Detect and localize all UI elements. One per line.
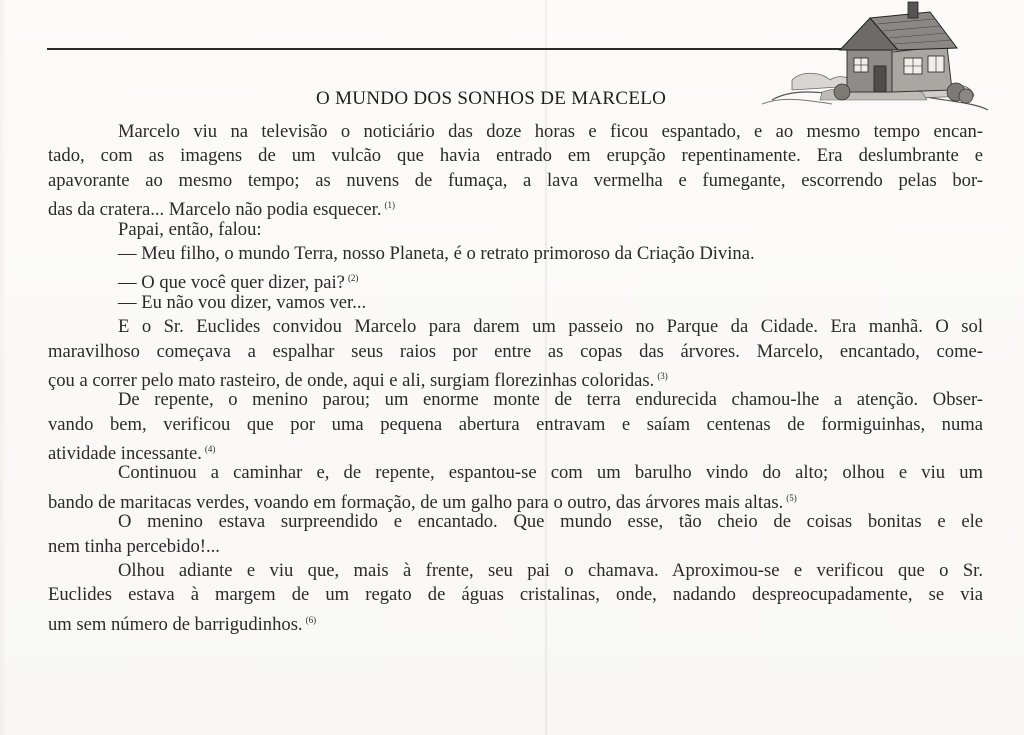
text-line: Papai, então, falou: — [118, 218, 262, 240]
story-body — [48, 120, 983, 635]
footnote-marker: (5) — [786, 492, 797, 503]
text-line: — Eu não vou dizer, vamos ver... — [118, 291, 367, 313]
text-line: um sem número de barrigudinhos. $^{(6)}$ — [48, 613, 317, 635]
text-line: nem tinha percebido!... — [48, 535, 220, 557]
footnote-marker: (4) — [204, 444, 216, 455]
text-line: bando de maritacas verdes, voando em formação, de um galho para o outro, das árvores mais altas. $^{(5)}$ — [48, 491, 797, 513]
text-line: çou a correr pelo mato rasteiro, de onde, aqui e ali, surgiam florezinhas coloridas. $^{(3)}$ — [48, 369, 668, 391]
text-line: maravilhoso começava a espalhar seus raios por entre as copas das árvores. Marcelo, encantado, come- — [48, 340, 983, 362]
footnote-marker: (1) — [384, 200, 395, 211]
text-line: — O que você quer dizer, pai? $^{(2)}$ — [118, 272, 359, 294]
text-line: apavorante ao mesmo tempo; as nuvens de fumaça, a lava vermelha e fumegante, escorrendo pelas bor- — [48, 169, 983, 191]
text-line: Olhou adiante e viu que, mais à frente, seu pai o chamava. Aproximou-se e verificou que o Sr. — [118, 560, 983, 582]
text-line: De repente, o menino parou; um enorme monte de terra endurecida chamou-lhe a atenção. Obser- — [118, 389, 983, 411]
footnote-marker: (3) — [657, 370, 668, 381]
text-line: das da cratera... Marcelo não podia esquecer. $^{(1)}$ — [48, 199, 395, 221]
text-line: Euclides estava à margem de um regato de águas cristalinas, onde, nadando despreocupadamente, se via — [48, 584, 983, 606]
text-line: tado, com as imagens de um vulcão que havia entrado em erupção repentinamente. Era deslumbrante e — [48, 145, 983, 167]
text-line: E o Sr. Euclides convidou Marcelo para darem um passeio no Parque da Cidade. Era manhã. O sol — [118, 316, 983, 338]
footnote-marker: (6) — [305, 614, 317, 625]
text-line: vando bem, verificou que por uma pequena abertura entravam e saíam centenas de formiguinhas, numa — [48, 413, 983, 435]
text-line: atividade incessante. $^{(4)}$ — [48, 443, 216, 465]
house-illustration — [752, 0, 990, 118]
text-line: — Meu filho, o mundo Terra, nosso Planeta, é o retrato primoroso da Criação Divina. — [118, 242, 755, 264]
text-line: O menino estava surpreendido e encantado. Que mundo esse, tão cheio de coisas bonitas e ele — [118, 511, 983, 533]
footnote-marker: (2) — [347, 273, 359, 284]
story-title: O MUNDO DOS SONHOS DE MARCELO — [316, 88, 667, 109]
text-line: Marcelo viu na televisão o noticiário das doze horas e ficou espantado, e ao mesmo tempo encan- — [118, 121, 983, 142]
text-line: Continuou a caminhar e, de repente, espantou-se com um barulho vindo do alto; olhou e viu um — [118, 462, 983, 484]
